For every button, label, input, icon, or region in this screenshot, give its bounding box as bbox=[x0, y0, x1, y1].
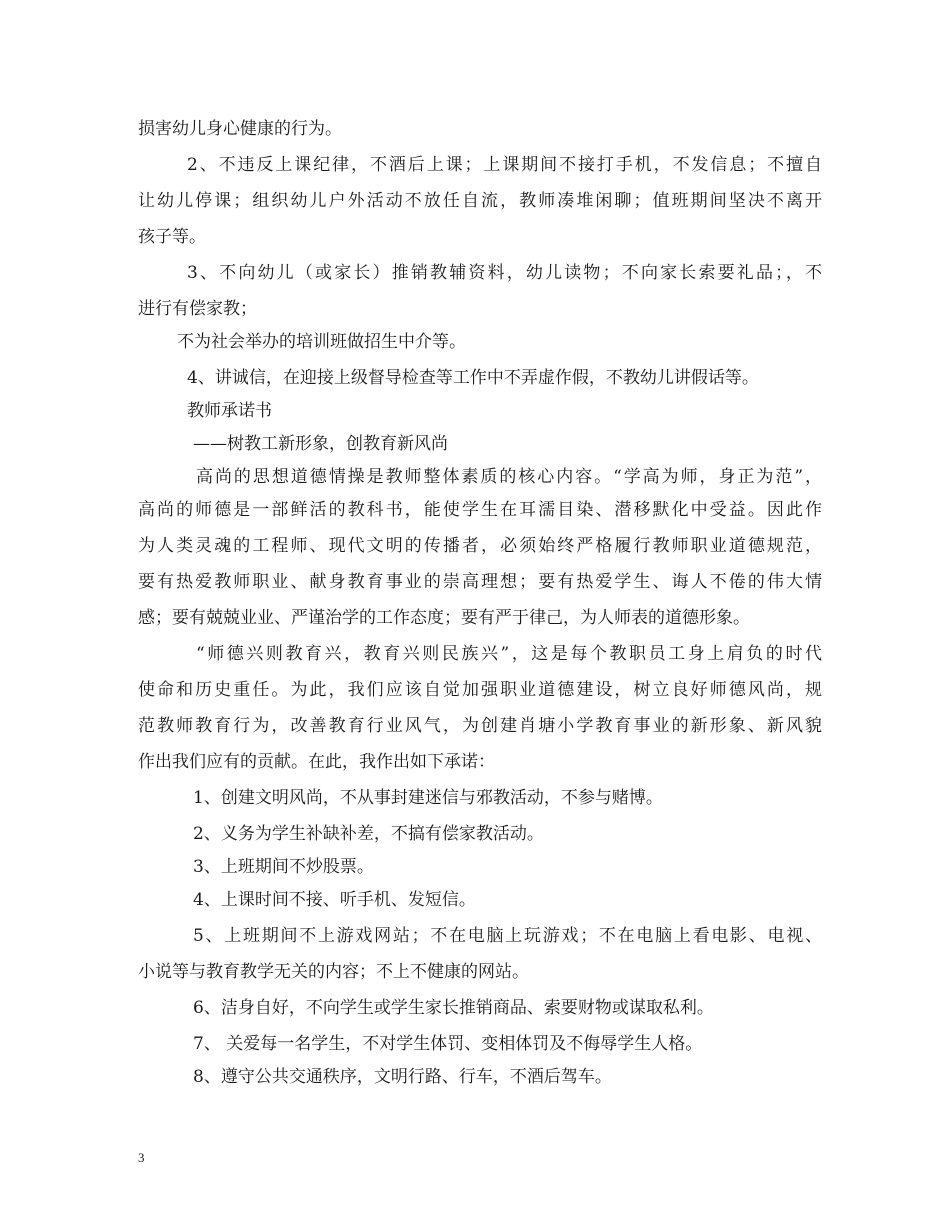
text-line: 7、 关爱每一名学生，不对学生体罚、变相体罚及不侮辱学生人格。 bbox=[193, 1034, 703, 1054]
text-line: “师德兴则教育兴，教育兴则民族兴”，这是每个教职员工身上肩负的时代 bbox=[196, 644, 822, 664]
text-line: 4、讲诚信，在迎接上级督导检查等工作中不弄虚作假，不教幼儿讲假话等。 bbox=[187, 368, 759, 388]
section-title: 教师承诺书 bbox=[187, 401, 272, 421]
text-line: 孩子等。 bbox=[138, 227, 206, 247]
text-line: 1、创建文明风尚，不从事封建迷信与邪教活动，不参与赌博。 bbox=[193, 788, 663, 808]
text-line: 高尚的思想道德情操是教师整体素质的核心内容。“学高为师，身正为范”， bbox=[196, 467, 822, 487]
text-line: 要有热爱教师职业、献身教育事业的崇高理想；要有热爱学生、诲人不倦的伟大情 bbox=[138, 572, 822, 592]
text-line: 3、上班期间不炒股票。 bbox=[193, 857, 374, 877]
text-line: 高尚的师德是一部鲜活的教科书，能使学生在耳濡目染、潜移默化中受益。因此作 bbox=[138, 500, 822, 520]
text-line: 为人类灵魂的工程师、现代文明的传播者，必须始终严格履行教师职业道德规范， bbox=[138, 536, 822, 556]
text-line: 范教师教育行为，改善教育行业风气，为创建肖塘小学教育事业的新形象、新风貌 bbox=[138, 716, 822, 736]
section-subtitle: ——树教工新形象，创教育新风尚 bbox=[193, 434, 448, 454]
text-line: 2、不违反上课纪律，不酒后上课；上课期间不接打手机，不发信息；不擅自 bbox=[187, 155, 822, 175]
text-line: 损害幼儿身心健康的行为。 bbox=[138, 119, 342, 139]
text-line: 作出我们应有的贡献。在此，我作出如下承诺： bbox=[138, 752, 495, 772]
text-line: 让幼儿停课；组织幼儿户外活动不放任自流，教师凑堆闲聊；值班期间坚决不离开 bbox=[138, 191, 822, 211]
text-line: 感；要有兢兢业业、严谨治学的工作态度；要有严于律己，为人师表的道德形象。 bbox=[138, 608, 750, 628]
text-line: 5、上班期间不上游戏网站；不在电脑上玩游戏；不在电脑上看电影、电视、 bbox=[193, 926, 822, 946]
text-line: 小说等与教育教学无关的内容；不上不健康的网站。 bbox=[138, 962, 529, 982]
text-line: 使命和历史重任。为此，我们应该自觉加强职业道德建设，树立良好师德风尚，规 bbox=[138, 680, 822, 700]
text-line: 6、洁身自好，不向学生或学生家长推销商品、索要财物或谋取私利。 bbox=[193, 998, 714, 1018]
text-line: 不为社会举办的培训班做招生中介等。 bbox=[177, 332, 466, 352]
page-number: 3 bbox=[138, 1150, 145, 1165]
text-line: 4、上课时间不接、听手机、发短信。 bbox=[193, 890, 476, 910]
text-line: 8、遵守公共交通秩序，文明行路、行车，不酒后驾车。 bbox=[193, 1067, 612, 1087]
text-line: 进行有偿家教； bbox=[138, 299, 257, 319]
text-line: 2、义务为学生补缺补差，不搞有偿家教活动。 bbox=[193, 824, 544, 844]
text-line: 3、不向幼儿（或家长）推销教辅资料，幼儿读物；不向家长索要礼品；，不 bbox=[187, 263, 822, 283]
